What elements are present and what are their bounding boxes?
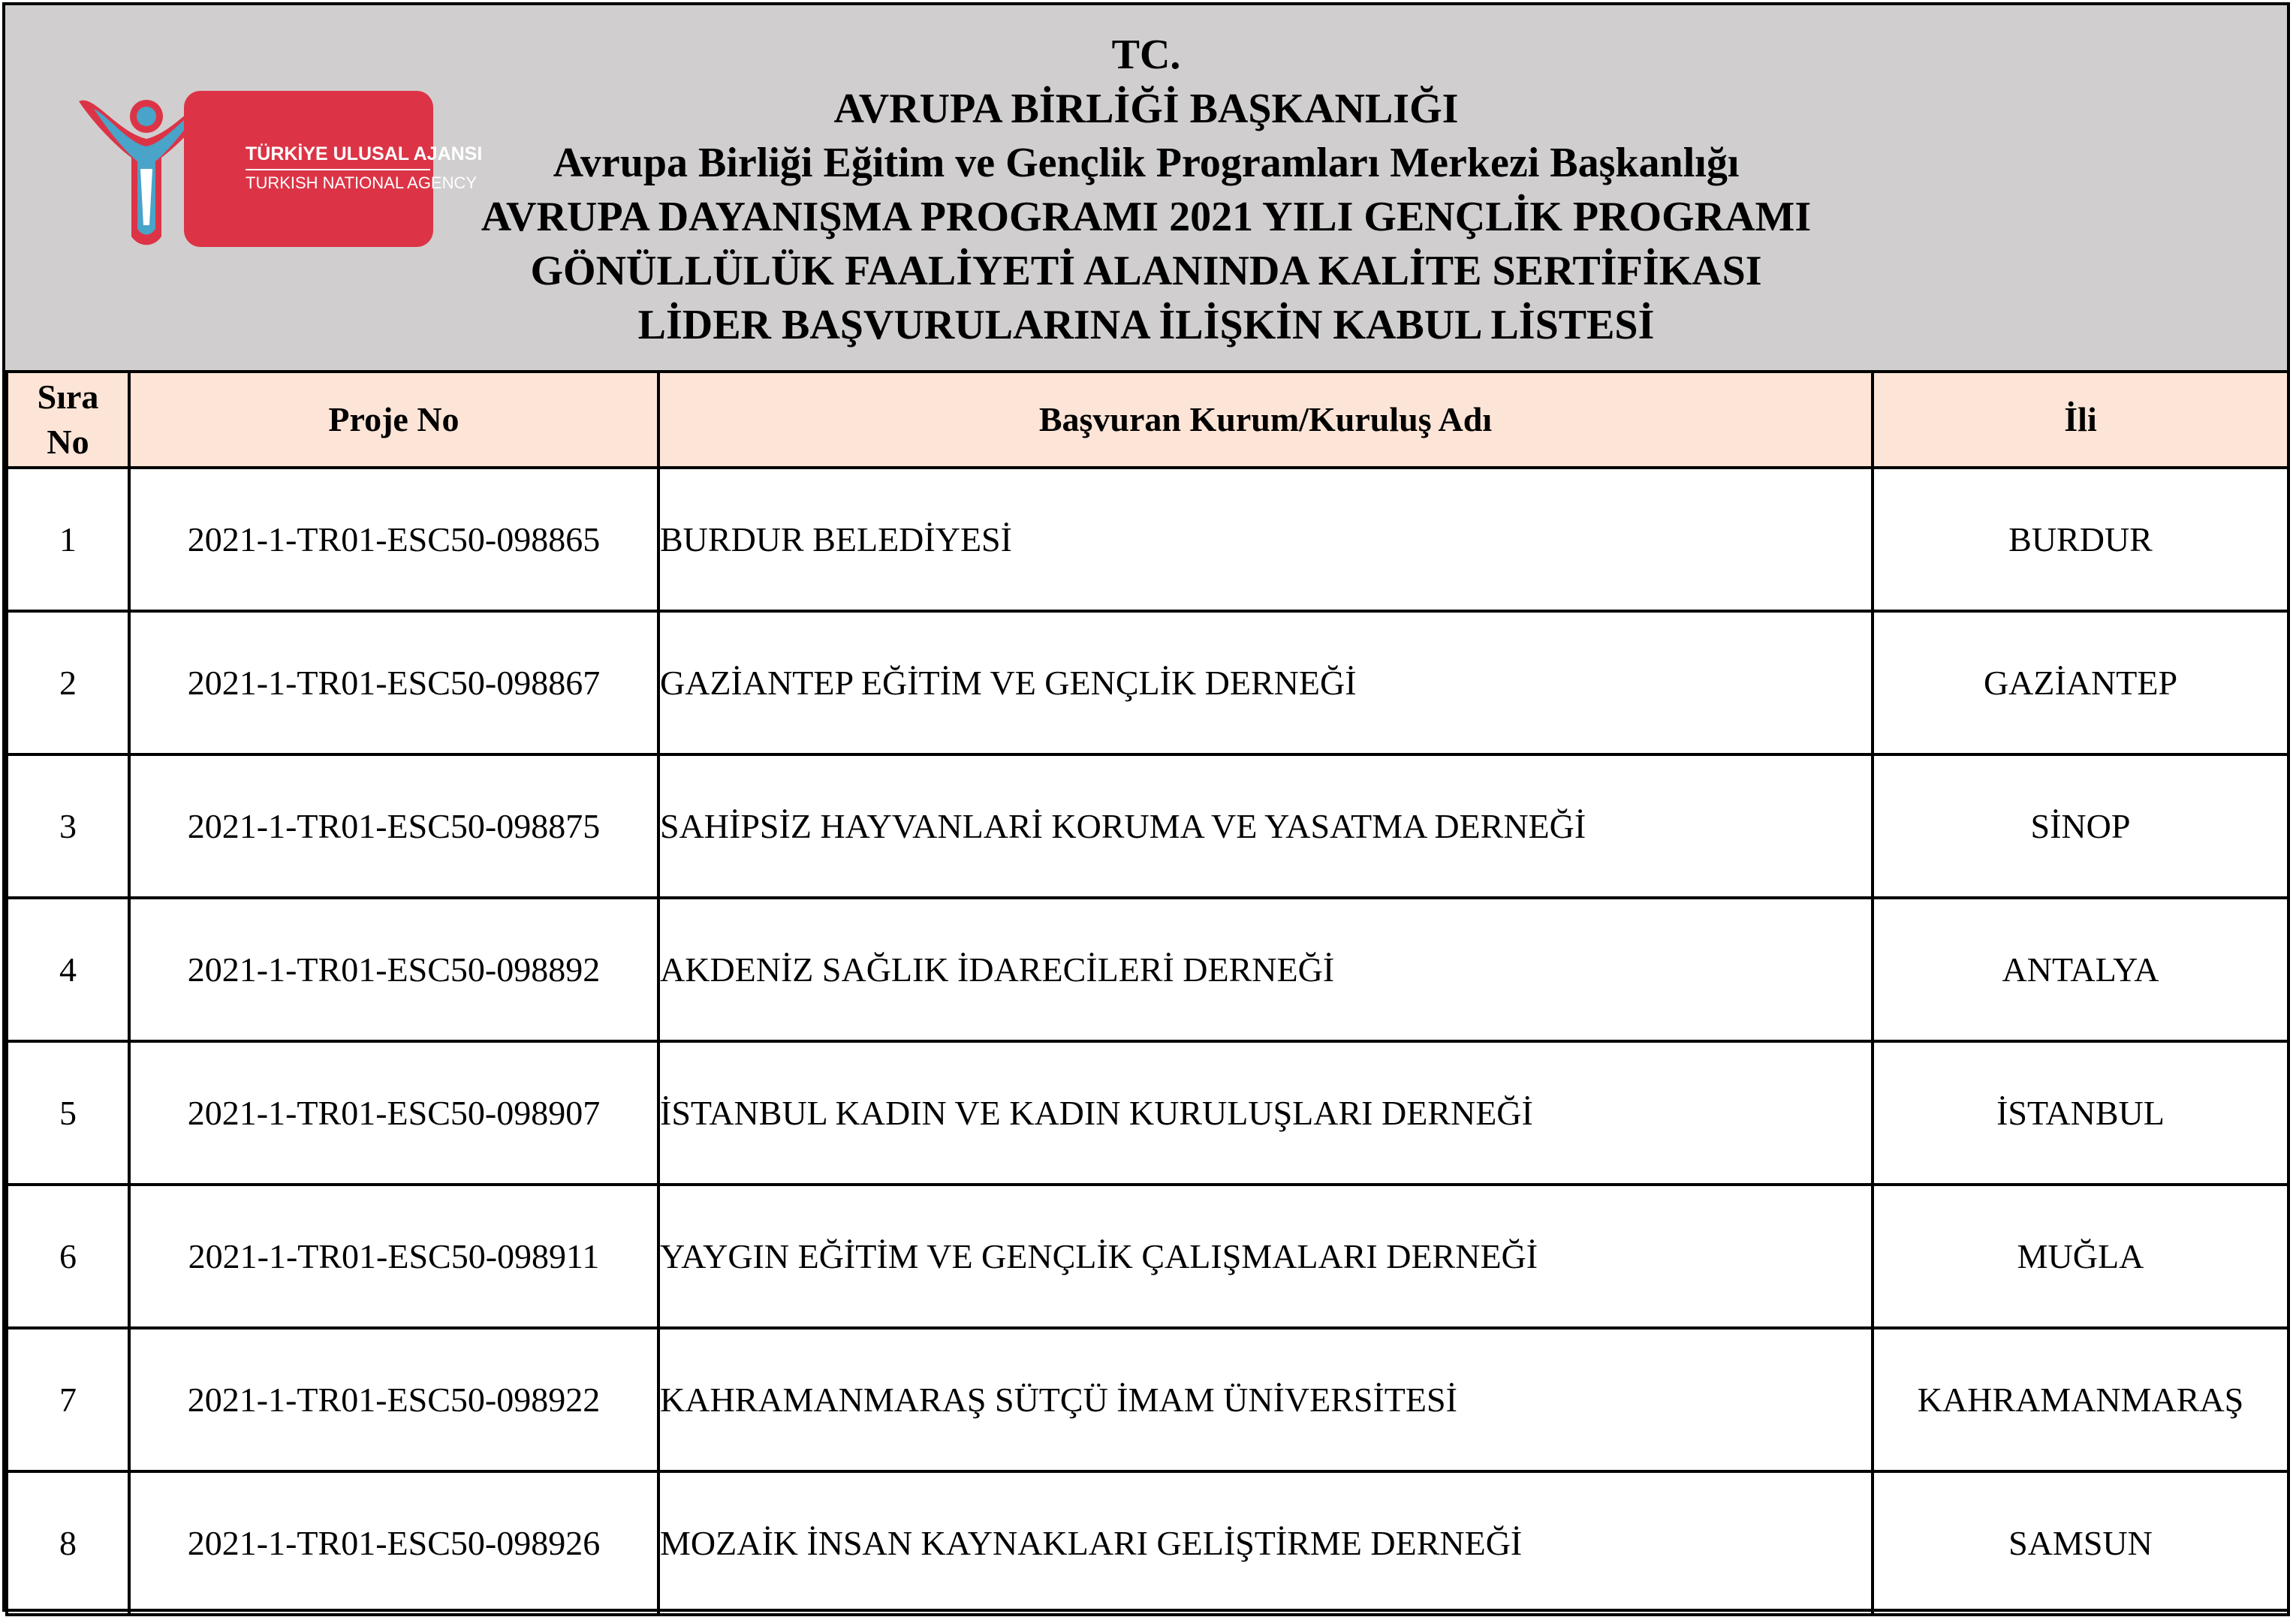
cell-il: KAHRAMANMARAŞ <box>1873 1328 2288 1471</box>
table-row <box>7 468 2288 611</box>
cell-kurum: MOZAİK İNSAN KAYNAKLARI GELİŞTİRME DERNEĞİ <box>658 1471 1873 1615</box>
acceptance-table <box>5 370 2290 1616</box>
cell-proje-no: 2021-1-TR01-ESC50-098865 <box>129 468 658 611</box>
title-line: TC. <box>1111 32 1181 78</box>
cell-sira-no: 4 <box>7 898 129 1041</box>
cell-sira-no: 3 <box>7 754 129 898</box>
document-sheet <box>2 2 2290 1612</box>
table-row <box>7 1185 2288 1328</box>
title-line: GÖNÜLLÜLÜK FAALİYETİ ALANINDA KALİTE SERTİFİKASI <box>530 248 1762 294</box>
cell-kurum: KAHRAMANMARAŞ SÜTÇÜ İMAM ÜNİVERSİTESİ <box>658 1328 1873 1471</box>
cell-sira-no: 1 <box>7 468 129 611</box>
cell-il: MUĞLA <box>1873 1185 2288 1328</box>
document-header <box>5 5 2287 373</box>
table-row <box>7 898 2288 1041</box>
table-row <box>7 1041 2288 1185</box>
title-line: AVRUPA BİRLİĞİ BAŞKANLIĞI <box>833 86 1459 132</box>
cell-sira-no: 8 <box>7 1471 129 1615</box>
cell-kurum: BURDUR BELEDİYESİ <box>658 468 1873 611</box>
table-row <box>7 1471 2288 1615</box>
logo-text-secondary: TURKISH NATIONAL AGENCY <box>246 173 478 192</box>
table-row <box>7 611 2288 754</box>
cell-proje-no: 2021-1-TR01-ESC50-098911 <box>129 1185 658 1328</box>
title-line: LİDER BAŞVURULARINA İLİŞKİN KABUL LİSTESİ <box>637 302 1655 348</box>
table-row <box>7 1328 2288 1471</box>
logo-text-primary: TÜRKİYE ULUSAL AJANSI <box>246 143 483 164</box>
cell-proje-no: 2021-1-TR01-ESC50-098907 <box>129 1041 658 1185</box>
cell-il: ANTALYA <box>1873 898 2288 1041</box>
cell-il: GAZİANTEP <box>1873 611 2288 754</box>
column-header-sira-no: Sıra No <box>7 372 129 468</box>
cell-kurum: YAYGIN EĞİTİM VE GENÇLİK ÇALIŞMALARI DERNEĞİ <box>658 1185 1873 1328</box>
table-row <box>7 754 2288 898</box>
cell-il: BURDUR <box>1873 468 2288 611</box>
column-header-il: İli <box>1873 372 2288 468</box>
title-line: Avrupa Birliği Eğitim ve Gençlik Programları Merkezi Başkanlığı <box>553 140 1740 186</box>
cell-kurum: İSTANBUL KADIN VE KADIN KURULUŞLARI DERNEĞİ <box>658 1041 1873 1185</box>
document-title-block <box>5 28 2287 352</box>
cell-proje-no: 2021-1-TR01-ESC50-098892 <box>129 898 658 1041</box>
cell-proje-no: 2021-1-TR01-ESC50-098867 <box>129 611 658 754</box>
cell-proje-no: 2021-1-TR01-ESC50-098922 <box>129 1328 658 1471</box>
cell-il: SİNOP <box>1873 754 2288 898</box>
cell-sira-no: 7 <box>7 1328 129 1471</box>
cell-sira-no: 2 <box>7 611 129 754</box>
title-line: AVRUPA DAYANIŞMA PROGRAMI 2021 YILI GENÇLİK PROGRAMI <box>481 194 1812 240</box>
cell-kurum: AKDENİZ SAĞLIK İDARECİLERİ DERNEĞİ <box>658 898 1873 1041</box>
cell-il: İSTANBUL <box>1873 1041 2288 1185</box>
column-header-proje-no: Proje No <box>129 372 658 468</box>
cell-proje-no: 2021-1-TR01-ESC50-098875 <box>129 754 658 898</box>
cell-proje-no: 2021-1-TR01-ESC50-098926 <box>129 1471 658 1615</box>
cell-kurum: GAZİANTEP EĞİTİM VE GENÇLİK DERNEĞİ <box>658 611 1873 754</box>
cell-il: SAMSUN <box>1873 1471 2288 1615</box>
cell-sira-no: 6 <box>7 1185 129 1328</box>
table-header-row <box>7 372 2288 468</box>
cell-sira-no: 5 <box>7 1041 129 1185</box>
cell-kurum: SAHİPSİZ HAYVANLARİ KORUMA VE YASATMA DERNEĞİ <box>658 754 1873 898</box>
column-header-kurum: Başvuran Kurum/Kuruluş Adı <box>658 372 1873 468</box>
